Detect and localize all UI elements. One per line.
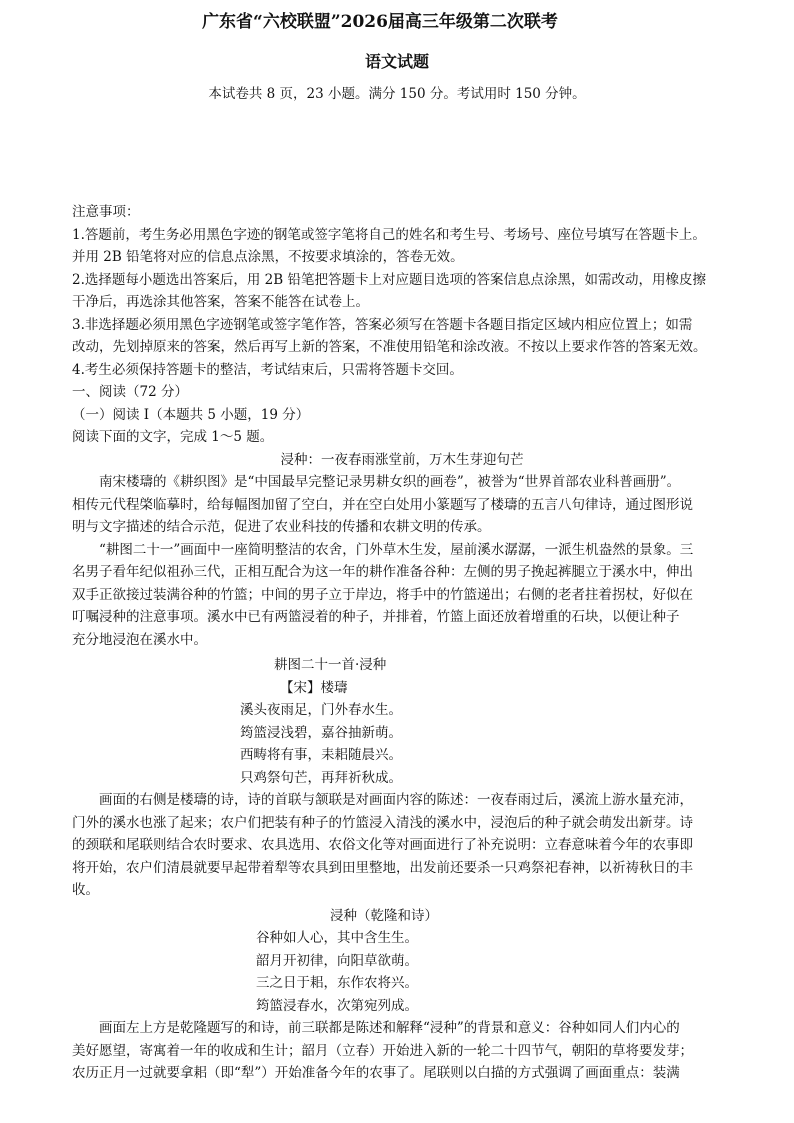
poem-line: 溪头夜雨足，门外春水生。 <box>240 702 402 718</box>
paragraph-line: 美好愿望，寄寓着一年的收成和生计；韶月（立春）开始进入新的一轮二十四节气，朝阳的草将要发芽； <box>72 1042 693 1059</box>
paragraph-line: 名男子看年纪似祖孙三代，正相互配合为这一年的耕作准备谷种：左侧的男子挽起裤腿立于溪水中，伸出 <box>72 564 693 580</box>
poem-line: 筠篮浸浅碧，嘉谷抽新萌。 <box>240 724 402 741</box>
section-subpart: （一）阅读 I（本题共 5 小题，19 分） <box>72 406 310 423</box>
notes-heading: 注意事项： <box>72 204 140 220</box>
section-part: 一、阅读（72 分） <box>72 384 188 400</box>
article-title: 浸种：一夜春雨涨堂前，万木生芽迎句芒 <box>280 451 524 468</box>
paragraph-line: 画面左上方是乾隆题写的和诗，前三联都是陈述和解释“浸种”的背景和意义：谷种如同人们内心的 <box>99 1020 680 1036</box>
paragraph-2 <box>72 539 732 652</box>
notes-line: 1.答题前，考生务必用黑色字迹的钢笔或签字笔将自己的姓名和考生号、考场号、座位号填写在答题卡上。 <box>72 226 706 243</box>
paragraph-line: 充分地浸泡在溪水中。 <box>72 631 207 648</box>
exam-subtitle: 语文试题 <box>364 52 429 71</box>
paragraph-line: 南宋楼璹的《耕织图》是“中国最早完整记录男耕女织的画卷”，被誉为“世界首部农业科普画册”。 <box>99 474 681 490</box>
paragraph-line: 将开始，农户们清晨就要早起带着犁等农具到田里整地，出发前还要杀一只鸡祭祀春神，以祈祷秋日的丰 <box>72 859 693 876</box>
notes-line: 3.非选择题必须用黑色字迹钢笔或签字笔作答，答案必须写在答题卡各题目指定区域内相应位置上；如需 <box>72 316 693 333</box>
paragraph-line: 画面的右侧是楼璹的诗，诗的首联与颔联是对画面内容的陈述：一夜春雨过后，溪流上游水量充沛， <box>99 792 693 808</box>
poem-1 <box>72 654 732 789</box>
notes-line: 4.考生必须保持答题卡的整洁，考试结束后，只需将答题卡交回。 <box>72 361 463 378</box>
notes-line: 并用 2B 铅笔将对应的信息点涂黑，不按要求填涂的，答卷无效。 <box>72 249 464 265</box>
notes-section <box>72 201 732 1085</box>
paragraph-line: 收。 <box>72 882 99 898</box>
notes-line: 2.选择题每小题选出答案后，用 2B 铅笔把答题卡上对应题目选项的答案信息点涂黑，如需改动，用橡皮擦 <box>72 271 706 288</box>
poem-line: 只鸡祭句芒，再拜祈秋成。 <box>240 769 402 786</box>
notes-line: 干净后，再选涂其他答案，答案不能答在试卷上。 <box>72 294 369 310</box>
poem-line: 筠篮浸春水，次第宛列成。 <box>256 997 418 1014</box>
paragraph-3 <box>72 789 732 902</box>
paragraph-4 <box>72 1017 732 1085</box>
paragraph-line: 双手正欲接过装满谷种的竹篮；中间的男子立于岸边，将手中的竹篮递出；右侧的老者拄着拐杖，好似在 <box>72 586 693 603</box>
poem-title: 浸种（乾隆和诗） <box>330 907 438 924</box>
paragraph-line: 的颈联和尾联则结合农时要求、农具选用、农俗文化等对画面进行了补充说明：立春意味着今年的农事即 <box>72 837 693 853</box>
paragraph-line: 明与文字描述的结合示范，促进了农业科技的传播和农耕文明的传承。 <box>72 519 491 535</box>
exam-intro: 本试卷共 8 页，23 小题。满分 150 分。考试用时 150 分钟。 <box>208 86 586 102</box>
paragraph-line: 农历正月一过就要拿耜（即“犁”）开始准备今年的农事了。尾联则以白描的方式强调了画面重点：装满 <box>72 1065 680 1081</box>
notes-line: 改动，先划掉原来的答案，然后再写上新的答案，不准使用铅笔和涂改液。不按以上要求作答的答案无效。 <box>72 339 707 355</box>
poem-line: 三之日于耜，东作农将兴。 <box>256 975 418 991</box>
poem-line: 谷种如人心，其中含生生。 <box>256 930 418 946</box>
exam-title: 广东省“六校联盟”2026届高三年级第二次联考 <box>202 12 558 32</box>
poem-line: 韶月开初律，向阳草欲萌。 <box>256 952 418 969</box>
paragraph-line: 门外的溪水也涨了起来；农户们把装有种子的竹篮浸入清浅的溪水中，浸泡后的种子就会萌发出新芽。诗 <box>72 814 693 831</box>
paragraph-line: 叮嘱浸种的注意事项。溪水中已有两篮浸着的种子，并排着，竹篮上面还放着增重的石块，以便让种子 <box>72 609 680 625</box>
paragraph-1 <box>72 471 732 539</box>
paragraph-line: “耕图二十一”画面中一座简明整洁的农舍，门外草木生发，屋前溪水潺潺，一派生机盎然的景象。三 <box>99 541 694 558</box>
poem-title: 耕图二十一首·浸种 <box>274 657 387 673</box>
section-instruction: 阅读下面的文字，完成 1～5 题。 <box>72 429 274 445</box>
paragraph-line: 相传元代程棨临摹时，给每幅图加留了空白，并在空白处用小篆题写了楼璹的五言八句律诗，通过图形说 <box>72 496 693 513</box>
poem-2 <box>72 905 732 1018</box>
poem-author: 【宋】楼璹 <box>280 679 348 696</box>
poem-line: 西畴将有事，耒耜随晨兴。 <box>240 747 402 763</box>
